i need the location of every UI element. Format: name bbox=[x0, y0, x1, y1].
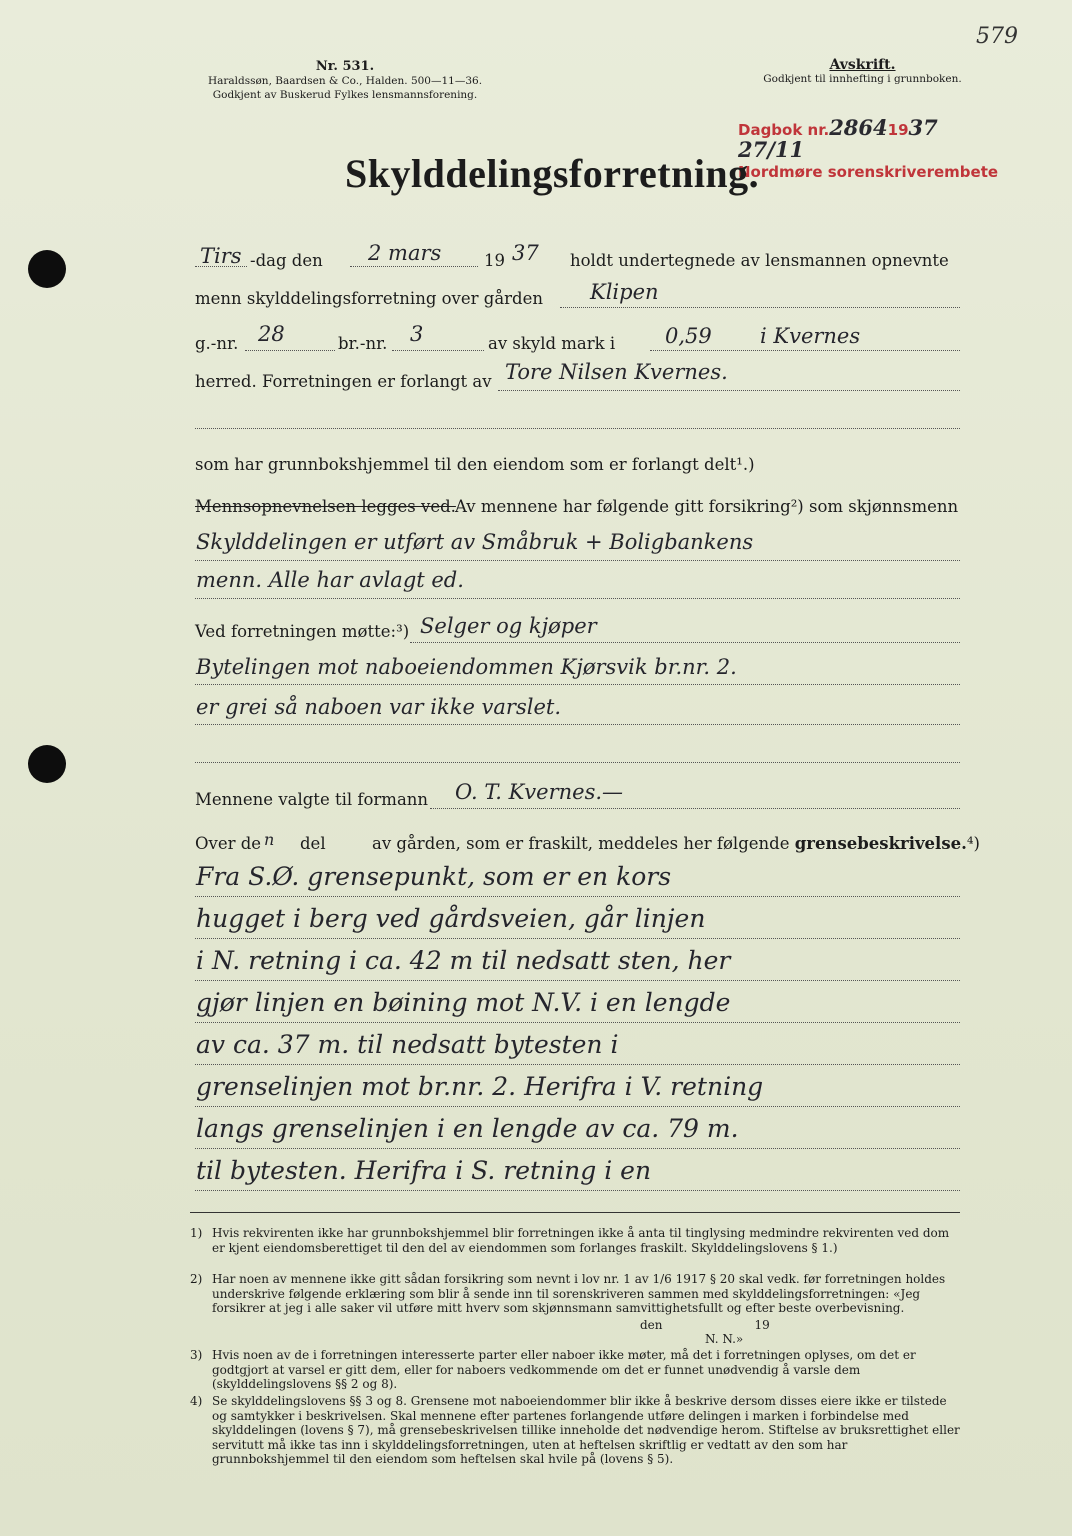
forsikring-hw-2: menn. Alle har avlagt ed. bbox=[196, 568, 464, 592]
over-de-label: Over de bbox=[195, 834, 262, 853]
mote-hw-3: er grei så naboen var ikke varslet. bbox=[196, 695, 561, 719]
dag-den-label: -dag den bbox=[250, 251, 323, 270]
desc-line-7: langs grenselinjen i en lengde av ca. 79 m. bbox=[196, 1114, 739, 1143]
gnr-label: g.-nr. bbox=[195, 334, 239, 353]
del-word: del bbox=[300, 834, 326, 853]
weekday-dotline bbox=[195, 266, 247, 267]
form-number: Nr. 531. bbox=[315, 59, 375, 74]
desc-dotline-1 bbox=[195, 896, 960, 897]
farm-dotline bbox=[560, 307, 960, 308]
mote-dotline-2 bbox=[195, 684, 960, 685]
desc-dotline-4 bbox=[195, 1022, 960, 1023]
desc-line-5: av ca. 37 m. til nedsatt bytesten i bbox=[196, 1030, 619, 1059]
desc-dotline-5 bbox=[195, 1064, 960, 1065]
grunnbok-approval: Godkjent til innhefting i grunnboken. bbox=[763, 73, 962, 85]
herred-value: i Kvernes bbox=[760, 324, 861, 348]
gnr-dotline bbox=[245, 350, 335, 351]
bnr-value: 3 bbox=[410, 322, 424, 346]
stamp-date: 27/11 bbox=[738, 137, 805, 162]
requested-dotline bbox=[498, 390, 960, 391]
footnote-2-year: 19 bbox=[754, 1318, 770, 1332]
footnote-2 bbox=[190, 1272, 960, 1316]
forsikring-dotline-1 bbox=[195, 560, 960, 561]
stamp-year-suffix: 37 bbox=[908, 115, 938, 140]
over-rest bbox=[372, 834, 980, 853]
form-header-left bbox=[195, 60, 495, 102]
herred-label: herred. bbox=[195, 372, 257, 391]
skyld-label: av skyld mark i bbox=[488, 334, 616, 353]
footnote-2-den-label: den bbox=[640, 1318, 663, 1332]
desc-line-6: grenselinjen mot br.nr. 2. Herifra i V. retning bbox=[196, 1072, 764, 1101]
line2-text: menn skylddelingsforretning over gården bbox=[195, 289, 544, 308]
gnr-value: 28 bbox=[258, 322, 285, 346]
requested-by: Tore Nilsen Kvernes. bbox=[505, 360, 728, 384]
date-handwritten: 2 mars bbox=[368, 241, 442, 265]
grense-sup: ⁴) bbox=[966, 834, 980, 853]
struck-text: Mennsopnevnelsen legges ved. bbox=[195, 497, 456, 516]
desc-line-4: gjør linjen en bøining mot N.V. i en lengde bbox=[196, 988, 731, 1017]
stamp-year-prefix: 19 bbox=[887, 121, 909, 139]
desc-dotline-7 bbox=[195, 1148, 960, 1149]
form-header-right bbox=[750, 58, 975, 86]
weekday-handwritten: Tirs bbox=[200, 244, 242, 268]
desc-dotline-3 bbox=[195, 980, 960, 981]
year-handwritten: 37 bbox=[512, 241, 539, 265]
mote-label: Ved forretningen møtte:³) bbox=[195, 622, 410, 641]
punch-hole-bottom bbox=[28, 745, 66, 783]
footnote-2-text: Har noen av mennene ikke gitt sådan forsikring som nevnt i lov nr. 1 av 1/6 1917 § 20 skal vedk. før forretningen holdes underskrive følgende erklæring som blir å sende inn til sorenskriveren sammen med skylddelingsforretningen: «Jeg forsikrer at jeg i alle saker vil utføre mitt hverv som skjønnsmann samvittighetsfullt og efter beste overbevisning. bbox=[212, 1272, 946, 1315]
punch-hole-top bbox=[28, 250, 66, 288]
footnote-1-label: 1) bbox=[190, 1226, 203, 1240]
over-rest-text: av gården, som er fraskilt, meddeles her følgende bbox=[372, 834, 790, 853]
desc-dotline-2 bbox=[195, 938, 960, 939]
stamp-office: Nordmøre sorenskriverembete bbox=[738, 163, 999, 181]
footnote-4-label: 4) bbox=[190, 1394, 203, 1408]
skyld-value: 0,59 bbox=[665, 324, 712, 348]
footnote-3-text: Hvis noen av de i forretningen interesserte parter eller naboer ikke møter, må det i forretningen oplyses, om det er godtgjort at varsel er gitt dem, eller for naboers vedkommende om det er funnet unødvendig å varsle dem (skylddelingslovens §§ 2 og 8). bbox=[212, 1348, 916, 1391]
mote-dotline-3 bbox=[195, 724, 960, 725]
footnote-2-signature: N. N.» bbox=[705, 1332, 744, 1346]
mote-hw-1: Selger og kjøper bbox=[420, 614, 597, 638]
grensebeskrivelse-label: grensebeskrivelse. bbox=[794, 834, 967, 853]
skyld-dotline bbox=[650, 350, 960, 351]
footnote-divider bbox=[190, 1212, 960, 1213]
forsikring-text: Av mennene har følgende gitt forsikring²) som skjønnsmenn bbox=[455, 497, 959, 516]
requested-label: Forretningen er forlangt av bbox=[262, 372, 492, 391]
footnote-4 bbox=[190, 1394, 960, 1467]
formann-label: Mennene valgte til formann bbox=[195, 790, 429, 809]
footnote-1-text: Hvis rekvirenten ikke har grunnbokshjemmel blir forretningen ikke å anta til tinglysing medmindre rekvirenten ved dom er kjent eiendomsberettiget til den del av eiendommen som forlanges fraskilt. Skylddelingslovens § 1.) bbox=[212, 1226, 950, 1255]
desc-line-1: Fra S.Ø. grensepunkt, som er en kors bbox=[196, 862, 672, 891]
desc-dotline-8 bbox=[195, 1190, 960, 1191]
forsikring-dotline-2 bbox=[195, 598, 960, 599]
mote-hw-2: Bytelingen mot naboeiendommen Kjørsvik br.nr. 2. bbox=[196, 655, 737, 679]
footnote-1 bbox=[190, 1226, 960, 1255]
mote-dotline-4 bbox=[195, 762, 960, 763]
document-title: Skylddelingsforretning. bbox=[345, 151, 760, 196]
formann-dotline bbox=[430, 808, 960, 809]
line1-rest: holdt undertegnede av lensmannen opnevnte bbox=[570, 251, 949, 270]
blank-dotline bbox=[195, 428, 960, 429]
mote-dotline-1 bbox=[410, 642, 960, 643]
date-dotline bbox=[350, 266, 478, 267]
footnote-2-den bbox=[640, 1318, 840, 1333]
page-number: 579 bbox=[976, 24, 1018, 49]
dagbok-label: Dagbok nr. bbox=[738, 121, 830, 139]
year-prefix: 19 bbox=[484, 251, 505, 270]
footnote-2-label: 2) bbox=[190, 1272, 203, 1286]
footnote-3 bbox=[190, 1348, 960, 1392]
footnote-4-text: Se skylddelingslovens §§ 3 og 8. Grensene mot naboeiendommer blir ikke å beskrive dersom disses eiere ikke er tilstede og samtykker i beskrivelsen. Skal mennene efter partenes forlangende utføre delingen i marken i forbindelse med skylddelingen (lovens § 7), må grensebeskrivelsen tillike inneholde det nødvendige herom. Stiftelse av bruksrettighet eller servitutt må ikke tas inn i skylddelingsforretningen, uten at heftelsen skriftlig er vedtatt av den som har grunnbokshjemmel til den eiendom som heftelsen skal hvile på (lovens § 5). bbox=[212, 1394, 960, 1466]
dagbok-number: 2864 bbox=[829, 115, 888, 140]
printer-line: Haraldssøn, Baardsen & Co., Halden. 500—11—36. bbox=[207, 75, 483, 87]
desc-line-3: i N. retning i ca. 42 m til nedsatt sten, her bbox=[196, 946, 731, 975]
footnote-3-label: 3) bbox=[190, 1348, 203, 1362]
over-de-n: n bbox=[264, 830, 275, 849]
formann-value: O. T. Kvernes.— bbox=[455, 780, 624, 804]
approval-line: Godkjent av Buskerud Fylkes lensmannsforening. bbox=[212, 89, 478, 101]
forsikring-hw-1: Skylddelingen er utført av Småbruk + Boligbankens bbox=[196, 530, 754, 554]
avskrift-label: Avskrift. bbox=[829, 57, 896, 73]
desc-line-8: til bytesten. Herifra i S. retning i en bbox=[196, 1156, 652, 1185]
desc-dotline-6 bbox=[195, 1106, 960, 1107]
bnr-label: br.-nr. bbox=[338, 334, 388, 353]
bnr-dotline bbox=[392, 350, 484, 351]
grunnbok-text: som har grunnbokshjemmel til den eiendom som er forlangt delt¹.) bbox=[195, 455, 755, 474]
registry-stamp bbox=[738, 115, 1008, 182]
farm-name-handwritten: Klipen bbox=[590, 280, 659, 304]
desc-line-2: hugget i berg ved gårdsveien, går linjen bbox=[196, 904, 706, 933]
